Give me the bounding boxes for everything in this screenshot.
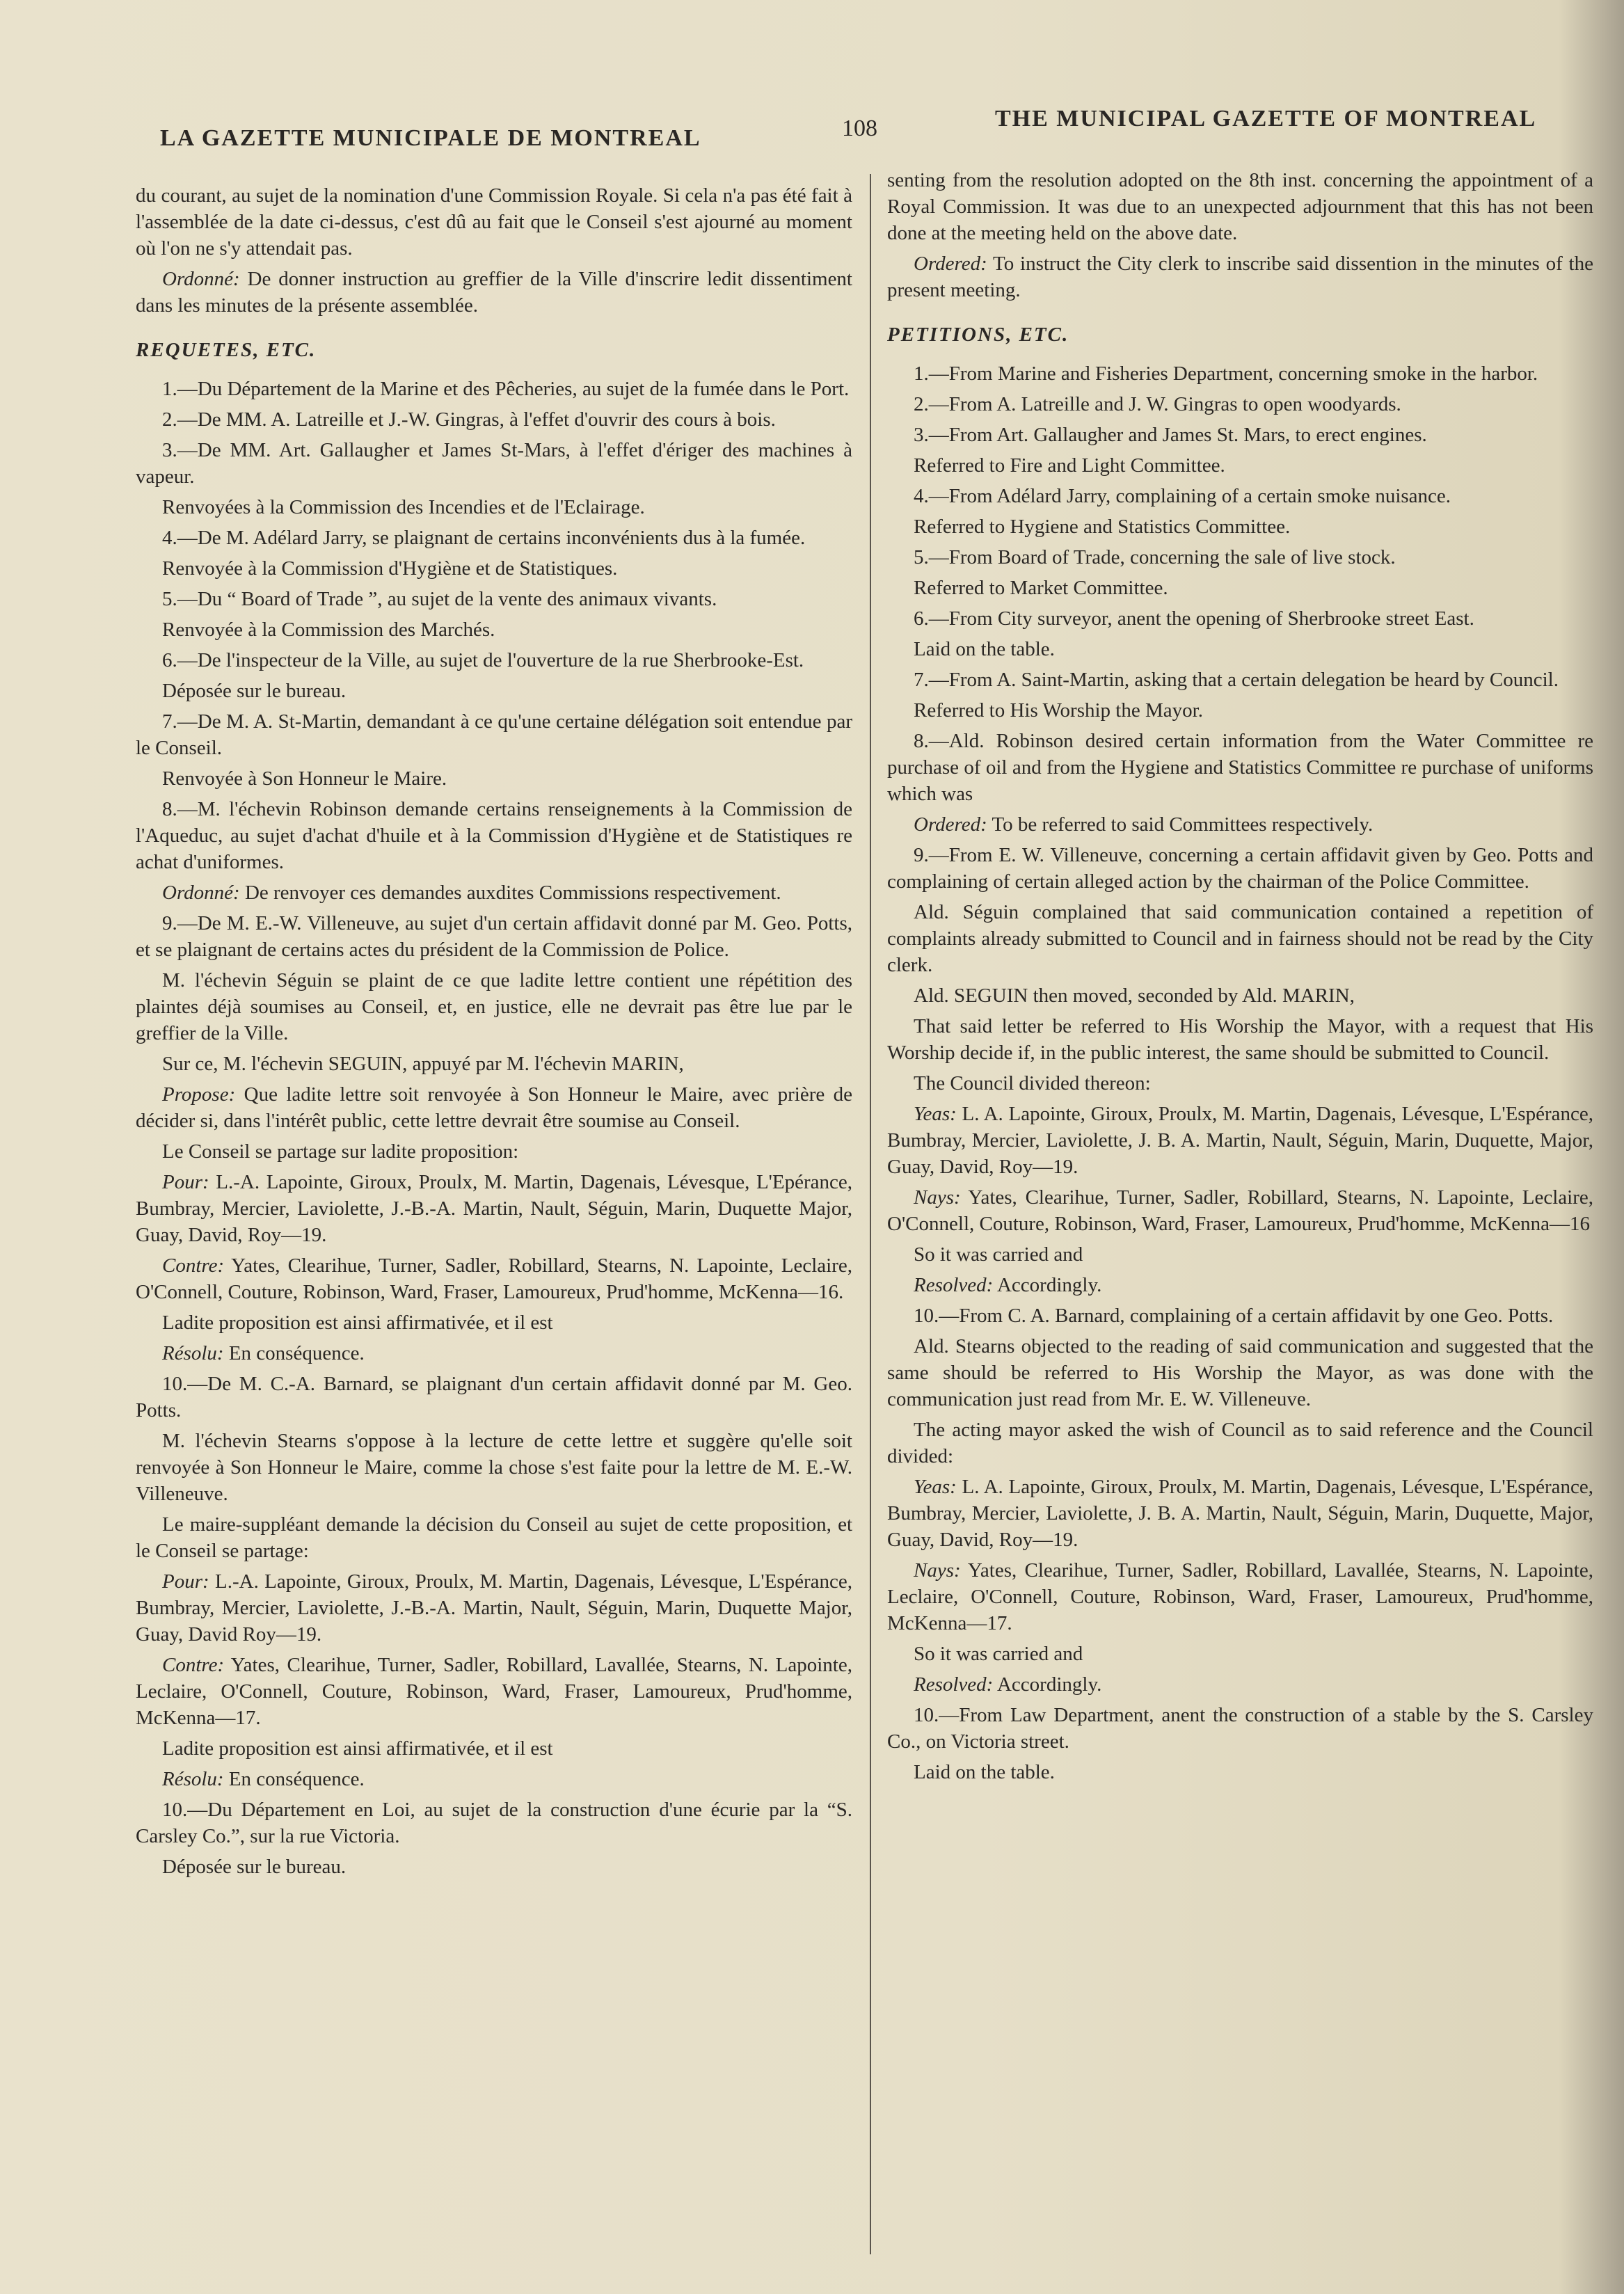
- paragraph-label: Ordonné:: [162, 882, 240, 904]
- paragraph-text: L.-A. Lapointe, Giroux, Proulx, M. Martin, Dagenais, Lévesque, L'Epérance, Bumbray, Mercier, Laviolette, J.-B.-A. Martin, Nault, Séguin, Marin, Duquette Major, Guay, David, Roy—19.: [136, 1171, 852, 1246]
- english-paragraph: The Council divided thereon:: [914, 1072, 1151, 1094]
- paragraph-text: Yates, Clearihue, Turner, Sadler, Robillard, Stearns, N. Lapointe, Leclaire, O'Connell, Couture, Robinson, Ward, Fraser, Lamoureux, Prud'homme, McKenna—16: [887, 1186, 1593, 1235]
- english-paragraph: Laid on the table.: [914, 638, 1055, 660]
- paragraph-label: Yeas:: [914, 1103, 957, 1125]
- english-paragraph: Referred to Hygiene and Statistics Committee.: [914, 516, 1291, 538]
- english-paragraph: 8.—Ald. Robinson desired certain information from the Water Committee re purchase of oil and from the Hygiene and Statistics Committee re purchase of uniforms which was: [887, 730, 1593, 805]
- paragraph-text: De renvoyer ces demandes auxdites Commissions respectivement.: [239, 882, 781, 904]
- paragraph-label: Yeas:: [914, 1476, 957, 1498]
- paragraph-text: Accordingly.: [993, 1274, 1102, 1296]
- french-paragraph: Ladite proposition est ainsi affirmativée, et il est: [162, 1312, 553, 1334]
- english-labeled-paragraph: [887, 1671, 1593, 1698]
- french-labeled-paragraph: [136, 1652, 852, 1731]
- english-paragraph: Referred to His Worship the Mayor.: [914, 699, 1203, 722]
- paragraph-text: En conséquence.: [223, 1768, 365, 1790]
- english-paragraph: 9.—From E. W. Villeneuve, concerning a certain affidavit given by Geo. Potts and complaining of certain alleged action by the chairman of the Police Committee.: [887, 844, 1593, 893]
- english-labeled-paragraph: [887, 1184, 1593, 1237]
- english-paragraph: Referred to Market Committee.: [914, 577, 1168, 599]
- french-paragraph: 7.—De M. A. St-Martin, demandant à ce qu'une certaine délégation soit entendue par le Conseil.: [136, 710, 852, 759]
- french-labeled-paragraph: [136, 1169, 852, 1248]
- paragraph-text: Yates, Clearihue, Turner, Sadler, Robillard, Lavallée, Stearns, N. Lapointe, Leclaire, O'Connell, Couture, Robinson, Ward, Fraser, Lamoureux, Prud'homme, McKenna—17.: [136, 1654, 852, 1729]
- english-paragraph: Ald. Séguin complained that said communication contained a repetition of complaints already submitted to Council and in fairness should not be read by the City clerk.: [887, 901, 1593, 976]
- header-english-title: THE MUNICIPAL GAZETTE OF MONTREAL: [995, 106, 1537, 132]
- french-paragraph: Ladite proposition est ainsi affirmativée, et il est: [162, 1737, 553, 1760]
- french-paragraph: 4.—De M. Adélard Jarry, se plaignant de certains inconvénients dus à la fumée.: [162, 527, 806, 549]
- english-paragraph: senting from the resolution adopted on the 8th inst. concerning the appointment of a Royal Commission. It was due to an unexpected adjournment that this has not been done at the meeting held on the above date.: [887, 169, 1593, 244]
- english-paragraph: Laid on the table.: [914, 1761, 1055, 1783]
- english-paragraph: 5.—From Board of Trade, concerning the sale of live stock.: [914, 546, 1396, 568]
- paragraph-label: Propose:: [162, 1083, 236, 1106]
- paragraph-label: Résolu:: [162, 1342, 224, 1364]
- page-number: 108: [842, 116, 877, 141]
- french-labeled-paragraph: [136, 1766, 852, 1792]
- french-column: [136, 182, 852, 1884]
- paragraph-text: En conséquence.: [223, 1342, 365, 1364]
- english-paragraph: So it was carried and: [914, 1243, 1083, 1266]
- english-paragraph: The acting mayor asked the wish of Council as to said reference and the Council divided:: [887, 1419, 1593, 1467]
- paragraph-label: Resolved:: [914, 1673, 994, 1696]
- french-paragraph: Renvoyées à la Commission des Incendies et de l'Eclairage.: [162, 496, 645, 518]
- paragraph-label: Pour:: [162, 1171, 209, 1193]
- paragraph-text: Accordingly.: [993, 1673, 1102, 1696]
- french-labeled-paragraph: [136, 1081, 852, 1134]
- paragraph-label: Nays:: [914, 1559, 961, 1582]
- paragraph-text: Yates, Clearihue, Turner, Sadler, Robillard, Stearns, N. Lapointe, Leclaire, O'Connell, Couture, Robinson, Ward, Fraser, Lamoureux, Prud'homme, McKenna—16.: [136, 1254, 852, 1303]
- french-labeled-paragraph: [136, 266, 852, 319]
- column-divider: [870, 174, 871, 2254]
- english-labeled-paragraph: [887, 811, 1593, 838]
- english-labeled-paragraph: [887, 1101, 1593, 1180]
- french-labeled-paragraph: [136, 879, 852, 906]
- paragraph-label: Ordered:: [914, 813, 987, 836]
- paragraph-label: Contre:: [162, 1254, 225, 1277]
- english-paragraph: Referred to Fire and Light Committee.: [914, 454, 1225, 477]
- english-labeled-paragraph: [887, 1474, 1593, 1553]
- french-paragraph: 8.—M. l'échevin Robinson demande certains renseignements à la Commission de l'Aqueduc, au sujet d'achat d'huile et à la Commission d'Hygiène et de Statistiques re achat d'uniformes.: [136, 798, 852, 873]
- french-paragraph: 5.—Du “ Board of Trade ”, au sujet de la vente des animaux vivants.: [162, 588, 717, 610]
- english-paragraph: 10.—From C. A. Barnard, complaining of a certain affidavit by one Geo. Potts.: [914, 1305, 1554, 1327]
- english-labeled-paragraph: [887, 250, 1593, 303]
- paragraph-label: Pour:: [162, 1570, 209, 1593]
- french-paragraph: Renvoyée à la Commission des Marchés.: [162, 619, 495, 641]
- paragraph-label: Resolved:: [914, 1274, 994, 1296]
- english-paragraph: 3.—From Art. Gallaugher and James St. Mars, to erect engines.: [914, 424, 1427, 446]
- french-labeled-paragraph: [136, 1568, 852, 1648]
- french-paragraph: M. l'échevin Séguin se plaint de ce que ladite lettre contient une répétition des plaintes déjà soumises au Conseil, et, en justice, elle ne devrait pas être lue par le greffier de la Ville.: [136, 969, 852, 1044]
- english-section-heading: PETITIONS, ETC.: [887, 324, 1069, 346]
- french-paragraph: 6.—De l'inspecteur de la Ville, au sujet de l'ouverture de la rue Sherbrooke-Est.: [162, 649, 804, 671]
- french-paragraph: 2.—De MM. A. Latreille et J.-W. Gingras, à l'effet d'ouvrir des cours à bois.: [162, 408, 776, 431]
- english-paragraph: 6.—From City surveyor, anent the opening of Sherbrooke street East.: [914, 607, 1474, 630]
- french-paragraph: Renvoyée à la Commission d'Hygiène et de Statistiques.: [162, 557, 618, 580]
- english-paragraph: 4.—From Adélard Jarry, complaining of a certain smoke nuisance.: [914, 485, 1451, 507]
- english-labeled-paragraph: [887, 1272, 1593, 1298]
- french-paragraph: Déposée sur le bureau.: [162, 1856, 347, 1878]
- page-header: [160, 104, 1559, 167]
- english-paragraph: Ald. Stearns objected to the reading of said communication and suggested that the same should be referred to His Worship the Mayor, as was done with the communication just read from Mr. E. W. Villeneuve.: [887, 1335, 1593, 1410]
- english-column: [887, 167, 1593, 1790]
- paragraph-text: To be referred to said Committees respectively.: [987, 813, 1374, 836]
- english-paragraph: 1.—From Marine and Fisheries Department, concerning smoke in the harbor.: [914, 363, 1538, 385]
- english-paragraph: 7.—From A. Saint-Martin, asking that a certain delegation be heard by Council.: [914, 669, 1559, 691]
- french-paragraph: Sur ce, M. l'échevin SEGUIN, appuyé par M. l'échevin MARIN,: [162, 1053, 684, 1075]
- french-labeled-paragraph: [136, 1340, 852, 1367]
- french-paragraph: Le Conseil se partage sur ladite proposition:: [162, 1140, 519, 1163]
- paragraph-label: Contre:: [162, 1654, 225, 1676]
- french-labeled-paragraph: [136, 1252, 852, 1305]
- paragraph-label: Ordonné:: [162, 268, 240, 290]
- paragraph-text: L. A. Lapointe, Giroux, Proulx, M. Martin, Dagenais, Lévesque, L'Espérance, Bumbray, Mercier, Laviolette, J. B. A. Martin, Nault, Séguin, Marin, Duquette, Major, Guay, David, Roy—19.: [887, 1476, 1593, 1551]
- french-paragraph: 10.—Du Département en Loi, au sujet de la construction d'une écurie par la “S. Carsley Co.”, sur la rue Victoria.: [136, 1799, 852, 1847]
- paragraph-text: L. A. Lapointe, Giroux, Proulx, M. Martin, Dagenais, Lévesque, L'Espérance, Bumbray, Mercier, Laviolette, J. B. A. Martin, Nault, Séguin, Marin, Duquette, Major, Guay, David, Roy—19.: [887, 1103, 1593, 1178]
- english-labeled-paragraph: [887, 1557, 1593, 1636]
- french-section-heading: REQUETES, ETC.: [136, 339, 317, 361]
- french-paragraph: 3.—De MM. Art. Gallaugher et James St-Mars, à l'effet d'ériger des machines à vapeur.: [136, 439, 852, 488]
- french-paragraph: du courant, au sujet de la nomination d'une Commission Royale. Si cela n'a pas été fait à l'assemblée de la date ci-dessus, c'est dû au fait que le Conseil s'est ajourné au moment où l'on ne s'y attendait pas.: [136, 184, 852, 260]
- header-french-title: LA GAZETTE MUNICIPALE DE MONTREAL: [160, 125, 701, 151]
- french-paragraph: Le maire-suppléant demande la décision du Conseil au sujet de cette proposition, et le Conseil se partage:: [136, 1513, 852, 1562]
- english-paragraph: So it was carried and: [914, 1643, 1083, 1665]
- paragraph-text: De donner instruction au greffier de la Ville d'inscrire ledit dissentiment dans les minutes de la présente assemblée.: [136, 268, 852, 317]
- french-paragraph: 9.—De M. E.-W. Villeneuve, au sujet d'un certain affidavit donné par M. Geo. Potts, et se plaignant de certains actes du président de la Commission de Police.: [136, 912, 852, 961]
- paragraph-label: Résolu:: [162, 1768, 224, 1790]
- french-paragraph: Renvoyée à Son Honneur le Maire.: [162, 767, 447, 790]
- paragraph-text: Que ladite lettre soit renvoyée à Son Honneur le Maire, avec prière de décider si, dans l'intérêt public, cette lettre devrait être soumise au Conseil.: [136, 1083, 852, 1132]
- french-paragraph: 1.—Du Département de la Marine et des Pêcheries, au sujet de la fumée dans le Port.: [162, 378, 850, 400]
- english-paragraph: Ald. SEGUIN then moved, seconded by Ald. MARIN,: [914, 985, 1355, 1007]
- paragraph-text: Yates, Clearihue, Turner, Sadler, Robillard, Lavallée, Stearns, N. Lapointe, Leclaire, O'Connell, Couture, Robinson, Ward, Fraser, Lamoureux, Prud'homme, McKenna—17.: [887, 1559, 1593, 1634]
- english-paragraph: That said letter be referred to His Worship the Mayor, with a request that His Worship decide if, in the public interest, the same should be submitted to Council.: [887, 1015, 1593, 1064]
- paragraph-label: Nays:: [914, 1186, 961, 1209]
- paragraph-text: To instruct the City clerk to inscribe said dissention in the minutes of the present meeting.: [887, 253, 1593, 301]
- paragraph-label: Ordered:: [914, 253, 987, 275]
- french-paragraph: 10.—De M. C.-A. Barnard, se plaignant d'un certain affidavit donné par M. Geo. Potts.: [136, 1373, 852, 1421]
- english-paragraph: 10.—From Law Department, anent the construction of a stable by the S. Carsley Co., on Victoria street.: [887, 1704, 1593, 1753]
- paragraph-text: L.-A. Lapointe, Giroux, Proulx, M. Martin, Dagenais, Lévesque, L'Espérance, Bumbray, Mercier, Laviolette, J.-B.-A. Martin, Nault, Séguin, Marin, Duquette Major, Guay, David Roy—19.: [136, 1570, 852, 1646]
- english-paragraph: 2.—From A. Latreille and J. W. Gingras to open woodyards.: [914, 393, 1401, 415]
- french-paragraph: Déposée sur le bureau.: [162, 680, 347, 702]
- french-paragraph: M. l'échevin Stearns s'oppose à la lecture de cette lettre et suggère qu'elle soit renvoyée à Son Honneur le Maire, comme la chose s'est faite pour la lettre de M. E.-W. Villeneuve.: [136, 1430, 852, 1505]
